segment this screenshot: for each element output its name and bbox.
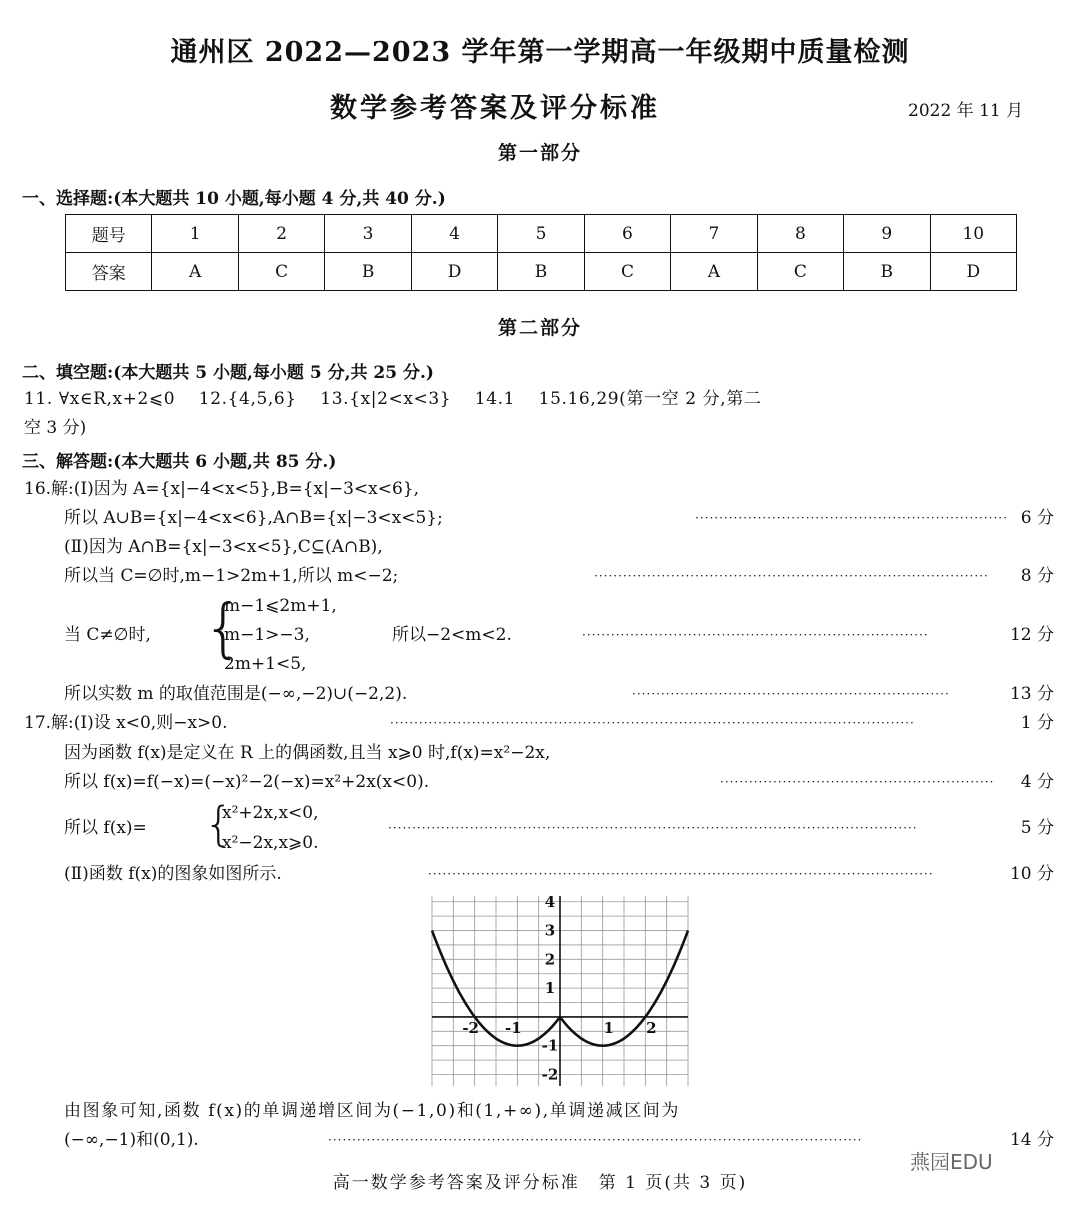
dot-leader: ········································································································· [428,867,934,881]
y-tick-label: 1 [544,979,556,998]
question-number: 9 [844,215,930,253]
question-number: 6 [584,215,670,253]
part-one-heading: 第一部分 [497,142,582,164]
dot-leader: ··············································································································· [328,1133,863,1147]
question-number-row [66,215,1017,253]
answer-cell: C [238,253,324,291]
x-tick-label: 1 [603,1018,614,1037]
function-graph [420,890,700,1090]
y-tick-label: 2 [544,950,556,969]
score-points: 1 分 [1020,713,1054,733]
dot-leader: ·················································································· [594,569,989,583]
q16-case-result: 所以−2<m<2. [392,625,512,645]
q16-line-2: 所以 A∪B={x|−4<x<6},A∩B={x|−3<x<5}; [64,508,443,528]
q17-line-7: (−∞,−1)和(0,1). [64,1130,199,1150]
dot-leader: ············································································································· [390,716,915,730]
q17-line-2: 因为函数 f(x)是定义在 R 上的偶函数,且当 x⩾0 时,f(x)=x²−2x, [64,743,551,763]
q16-case-1: m−1⩽2m+1, [224,596,337,616]
q16-line-1: 16.解:(Ⅰ)因为 A={x|−4<x<5},B={x|−3<x<6}, [24,479,420,499]
x-tick-label: -2 [462,1018,480,1037]
exam-date: 2022 年 11 月 [908,101,1024,121]
q16-case-3: 2m+1<5, [224,654,307,674]
dot-leader: ·············································································································· [388,821,918,835]
watermark: 燕园EDU [910,1150,993,1174]
score-points: 5 分 [1020,818,1054,838]
left-brace-icon: { [203,592,244,666]
question-number: 8 [757,215,843,253]
answer-cell: B [844,253,930,291]
q17-line-3: 所以 f(x)=f(−x)=(−x)²−2(−x)=x²+2x(x<0). [64,772,430,792]
x-tick-label: 2 [646,1018,657,1037]
row-header-answer: 答案 [66,253,152,291]
y-tick-label: -1 [541,1036,559,1055]
question-number: 2 [238,215,324,253]
q17-line-1: 17.解:(Ⅰ)设 x<0,则−x>0. [24,713,228,733]
question-number: 7 [671,215,757,253]
score-points: 12 分 [1009,625,1054,645]
answer-cell: B [325,253,411,291]
fill-section-heading: 二、填空题:(本大题共 5 小题,每小题 5 分,共 25 分.) [22,363,434,383]
y-tick-label: 4 [544,892,556,911]
q17-piece-1: x²+2x,x<0, [222,803,319,823]
answer-table [65,214,1017,291]
q16-case-prefix: 当 C≠∅时, [64,625,151,645]
solve-section-heading: 三、解答题:(本大题共 6 小题,共 85 分.) [22,452,337,472]
q16-line-6: 所以实数 m 的取值范围是(−∞,−2)∪(−2,2). [64,684,408,704]
answer-cell: D [930,253,1016,291]
question-number: 1 [152,215,238,253]
fill-answers-line: 11. ∀x∈R,x+2⩽0 12.{4,5,6} 13.{x|2<x<3} 14.1 15.16,29(第一空 2 分,第二 [24,389,762,409]
dot-leader: ········································································ [582,628,929,642]
answer-cell: C [584,253,670,291]
left-brace-icon: { [204,797,234,851]
score-points: 13 分 [1009,684,1054,704]
page-footer: 高一数学参考答案及评分标准 第 1 页(共 3 页) [332,1173,748,1193]
answer-cell: C [757,253,843,291]
x-tick-label: -1 [504,1018,522,1037]
answer-row [66,253,1017,291]
q17-piece-prefix: 所以 f(x)= [64,818,147,838]
score-points: 6 分 [1020,508,1054,528]
fill-answers-line-cont: 空 3 分) [24,418,87,438]
q16-line-4: 所以当 C=∅时,m−1>2m+1,所以 m<−2; [64,566,399,586]
score-points: 4 分 [1020,772,1054,792]
question-number: 4 [411,215,497,253]
page-subtitle: 数学参考答案及评分标准 [330,93,660,124]
q16-case-2: m−1>−3, [224,625,310,645]
question-number: 5 [498,215,584,253]
y-tick-label: 3 [544,921,556,940]
score-points: 8 分 [1020,566,1054,586]
q17-line-5: (Ⅱ)函数 f(x)的图象如图所示. [64,864,282,884]
page-title: 通州区 2022—2023 学年第一学期高一年级期中质量检测 [170,37,910,68]
q17-line-6: 由图象可知,函数 f(x)的单调递增区间为(−1,0)和(1,+∞),单调递减区间为 [64,1101,680,1121]
q17-piece-2: x²−2x,x⩾0. [222,833,319,853]
dot-leader: ·································································· [632,687,950,701]
part-two-heading: 第二部分 [497,317,582,339]
answer-cell: A [671,253,757,291]
question-number: 3 [325,215,411,253]
y-tick-label: -2 [541,1065,559,1084]
choice-section-heading: 一、选择题:(本大题共 10 小题,每小题 4 分,共 40 分.) [22,189,446,209]
answer-cell: D [411,253,497,291]
dot-leader: ································································· [695,511,1008,525]
q16-line-3: (Ⅱ)因为 A∩B={x|−3<x<5},C⊆(A∩B), [64,537,383,557]
score-points: 10 分 [1009,864,1054,884]
score-points: 14 分 [1009,1130,1054,1150]
question-number: 10 [930,215,1016,253]
row-header-question: 题号 [66,215,152,253]
answer-cell: B [498,253,584,291]
dot-leader: ························································· [720,775,995,789]
answer-cell: A [152,253,238,291]
